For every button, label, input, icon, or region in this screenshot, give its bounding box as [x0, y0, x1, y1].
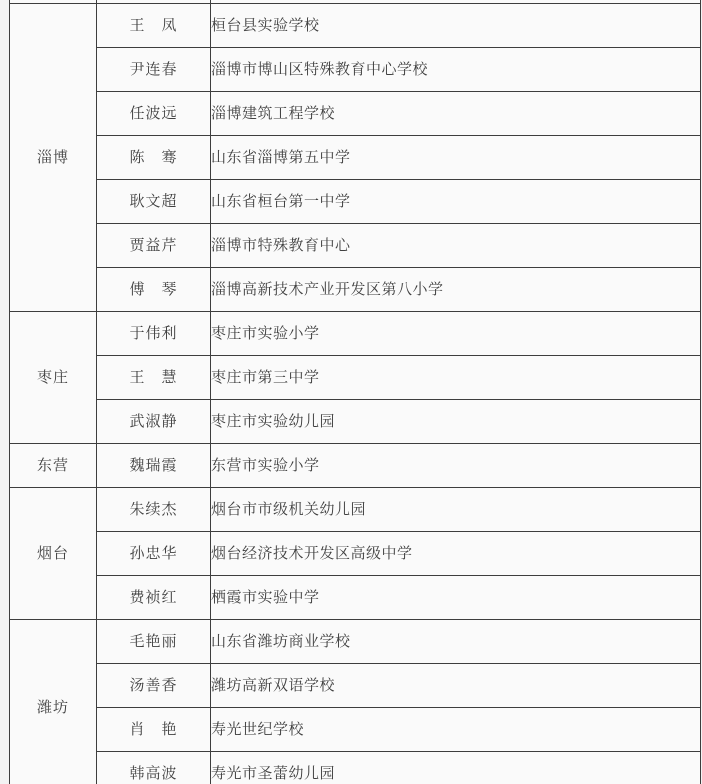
school-cell: 淄博建筑工程学校: [211, 92, 701, 136]
school-cell: 烟台经济技术开发区高级中学: [211, 532, 701, 576]
name-cell: 汤善香: [97, 664, 211, 708]
school-cell: 山东省淄博第五中学: [211, 136, 701, 180]
table-row: [10, 488, 701, 532]
table-row: [10, 620, 701, 664]
table-row: [10, 356, 701, 400]
school-cell: 淄博市博山区特殊教育中心学校: [211, 48, 701, 92]
table-row: [10, 752, 701, 784]
school-cell: 山东省潍坊商业学校: [211, 620, 701, 664]
table-row: [10, 268, 701, 312]
table-row: [10, 4, 701, 48]
city-cell: 枣庄: [10, 312, 97, 444]
school-cell: 淄博高新技术产业开发区第八小学: [211, 268, 701, 312]
name-cell: 武淑静: [97, 400, 211, 444]
school-cell: 枣庄市实验幼儿园: [211, 400, 701, 444]
city-cell: 烟台: [10, 488, 97, 620]
school-cell: 寿光世纪学校: [211, 708, 701, 752]
name-cell: 孙忠华: [97, 532, 211, 576]
school-cell: 山东省桓台第一中学: [211, 180, 701, 224]
school-cell: 枣庄市实验小学: [211, 312, 701, 356]
table-row: [10, 136, 701, 180]
name-cell: 费祯红: [97, 576, 211, 620]
school-cell: 潍坊高新双语学校: [211, 664, 701, 708]
table-row: [10, 576, 701, 620]
table-row: [10, 708, 701, 752]
name-cell: 朱续杰: [97, 488, 211, 532]
name-cell: 耿文超: [97, 180, 211, 224]
name-cell: 毛艳丽: [97, 620, 211, 664]
name-cell: 傅 琴: [97, 268, 211, 312]
table-row: [10, 224, 701, 268]
name-cell: 肖 艳: [97, 708, 211, 752]
table-row: [10, 312, 701, 356]
name-cell: 于伟利: [97, 312, 211, 356]
city-cell: 潍坊: [10, 620, 97, 784]
name-cell: 陈 骞: [97, 136, 211, 180]
table-row: [10, 532, 701, 576]
name-cell: 贾益芹: [97, 224, 211, 268]
school-cell: 栖霞市实验中学: [211, 576, 701, 620]
school-cell: 东营市实验小学: [211, 444, 701, 488]
city-cell: 淄博: [10, 4, 97, 312]
table-row: [10, 92, 701, 136]
school-cell: 枣庄市第三中学: [211, 356, 701, 400]
table-row: [10, 48, 701, 92]
name-cell: 韩高波: [97, 752, 211, 784]
name-cell: 尹连春: [97, 48, 211, 92]
table-row: [10, 444, 701, 488]
table-row: [10, 180, 701, 224]
name-cell: 王 凤: [97, 4, 211, 48]
school-cell: 烟台市市级机关幼儿园: [211, 488, 701, 532]
name-cell: 任波远: [97, 92, 211, 136]
school-cell: 淄博市特殊教育中心: [211, 224, 701, 268]
table-row: [10, 664, 701, 708]
table-row: [10, 400, 701, 444]
name-cell: 魏瑞霞: [97, 444, 211, 488]
school-cell: 桓台县实验学校: [211, 4, 701, 48]
city-cell: 东营: [10, 444, 97, 488]
name-cell: 王 慧: [97, 356, 211, 400]
teacher-roster-table: [9, 0, 701, 784]
school-cell: 寿光市圣蕾幼儿园: [211, 752, 701, 784]
